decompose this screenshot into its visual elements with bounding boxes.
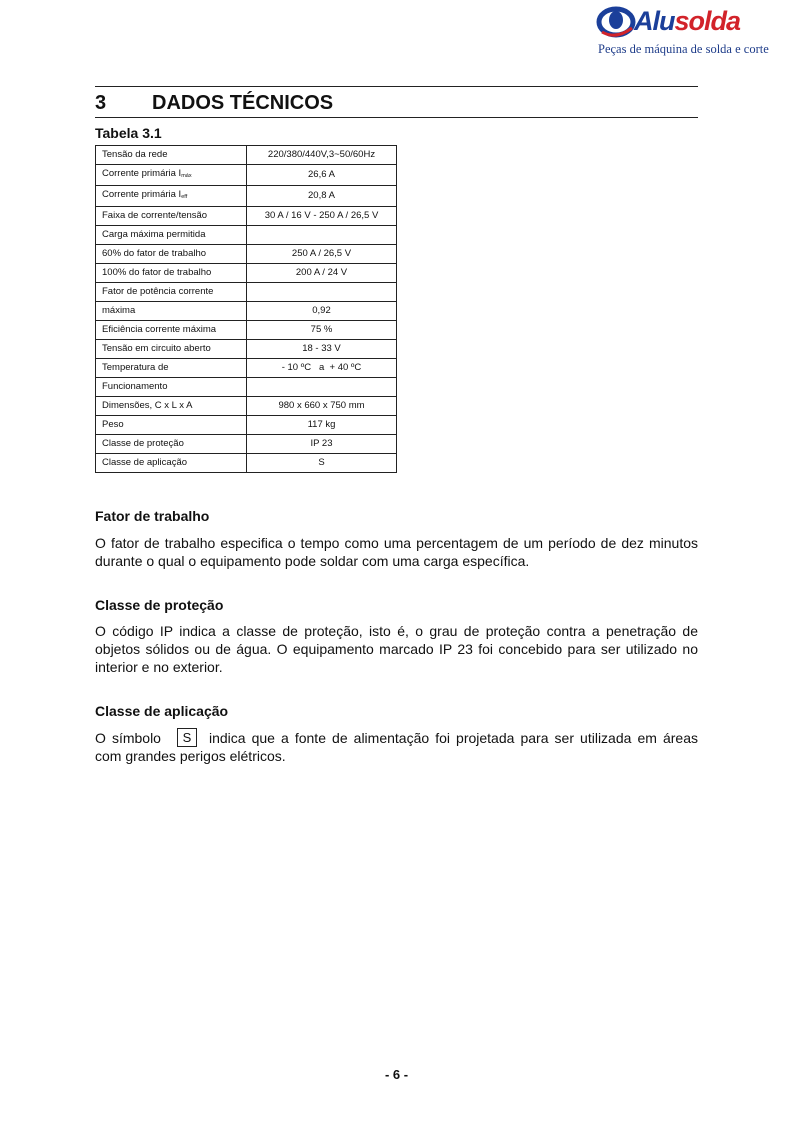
spec-value: 200 A / 24 V (247, 264, 397, 283)
spec-label (96, 321, 247, 340)
protecao-heading: Classe de proteção (95, 597, 224, 613)
aplicacao-heading: Classe de aplicação (95, 703, 229, 719)
spec-label (96, 226, 247, 245)
spec-label-text: máxima (102, 305, 136, 316)
spec-label-text: Peso (102, 419, 124, 430)
spec-label (96, 207, 247, 226)
aplicacao-paragraph (95, 728, 698, 765)
table-row (96, 245, 397, 264)
spec-value: IP 23 (247, 435, 397, 454)
table-row (96, 226, 397, 245)
table-row (96, 416, 397, 435)
brand-name-part1: Alu (634, 6, 675, 36)
spec-label-text: Classe de aplicação (102, 457, 188, 468)
spec-label-text: Funcionamento (102, 381, 168, 392)
spec-label (96, 416, 247, 435)
spec-value: 0,92 (247, 302, 397, 321)
spec-label (96, 283, 247, 302)
section-title: DADOS TÉCNICOS (152, 92, 334, 114)
brand-swoosh-icon (596, 4, 636, 38)
spec-label-text: Eficiência corrente máxima (102, 324, 217, 335)
spec-value: 980 x 660 x 750 mm (247, 397, 397, 416)
section-heading (95, 86, 698, 118)
spec-label-text: Temperatura de (102, 362, 169, 373)
spec-label-text: 100% do fator de trabalho (102, 267, 212, 278)
spec-label (96, 302, 247, 321)
table-row (96, 340, 397, 359)
brand-tagline: Peças de máquina de solda e corte (598, 42, 769, 56)
brand-name (634, 6, 740, 37)
spec-value: 18 - 33 V (247, 340, 397, 359)
spec-label (96, 264, 247, 283)
spec-value (247, 226, 397, 245)
table-row (96, 302, 397, 321)
spec-label-text: Corrente primária I (102, 189, 182, 200)
specs-table (95, 145, 397, 473)
application-class-symbol: S (177, 728, 197, 747)
table-row (96, 207, 397, 226)
spec-label (96, 165, 247, 186)
fator-paragraph: O fator de trabalho especifica o tempo como uma percentagem de um período de dez minutos durante o qual o equipamento pode soldar com uma carga específica. (95, 535, 698, 569)
spec-value (247, 283, 397, 302)
spec-label-text: Dimensões, C x L x A (102, 400, 193, 411)
aplicacao-text-after: indica que a fonte de alimentação foi projetada para ser utilizada em áreas com grandes perigos elétricos. (95, 730, 698, 764)
spec-label-text: Tensão da rede (102, 149, 168, 160)
spec-value: - 10 ºC a + 40 ºC (247, 359, 397, 378)
brand-logo (590, 2, 769, 62)
spec-label (96, 359, 247, 378)
table-row (96, 359, 397, 378)
spec-label-text: Faixa de corrente/tensão (102, 210, 208, 221)
spec-label (96, 435, 247, 454)
fator-heading: Fator de trabalho (95, 508, 210, 524)
table-row (96, 435, 397, 454)
spec-value: 220/380/440V,3~50/60Hz (247, 146, 397, 165)
spec-value: 250 A / 26,5 V (247, 245, 397, 264)
spec-label-text: Tensão em circuito aberto (102, 343, 211, 354)
spec-label (96, 245, 247, 264)
spec-label (96, 397, 247, 416)
table-row (96, 186, 397, 207)
table-row (96, 264, 397, 283)
spec-label (96, 186, 247, 207)
spec-label (96, 378, 247, 397)
spec-label-text: Classe de proteção (102, 438, 184, 449)
spec-label (96, 340, 247, 359)
spec-value (247, 378, 397, 397)
table-row (96, 397, 397, 416)
table-row (96, 321, 397, 340)
spec-label-text: Corrente primária I (102, 168, 182, 179)
table-row (96, 165, 397, 186)
table-row (96, 146, 397, 165)
spec-value: 117 kg (247, 416, 397, 435)
table-caption: Tabela 3.1 (95, 125, 162, 141)
spec-label-subscript: eff (181, 194, 188, 200)
spec-value: 30 A / 16 V - 250 A / 26,5 V (247, 207, 397, 226)
spec-label (96, 146, 247, 165)
spec-label-text: Carga máxima permitida (102, 229, 206, 240)
spec-value: S (247, 454, 397, 473)
section-number: 3 (95, 92, 107, 114)
spec-value: 26,6 A (247, 165, 397, 186)
spec-label-text: Fator de potência corrente (102, 286, 214, 297)
spec-value: 75 % (247, 321, 397, 340)
brand-name-part2: solda (674, 6, 741, 36)
spec-value: 20,8 A (247, 186, 397, 207)
page-number: - 6 - (384, 1067, 409, 1082)
table-row (96, 378, 397, 397)
protecao-paragraph: O código IP indica a classe de proteção, isto é, o grau de proteção contra a penetração de objetos sólidos ou de água. O equipamento marcado IP 23 foi concebido para ser utilizado no interior e no exterior. (95, 623, 698, 675)
spec-label-subscript: máx (181, 173, 192, 179)
spec-label-text: 60% do fator de trabalho (102, 248, 207, 259)
table-row (96, 283, 397, 302)
table-row (96, 454, 397, 473)
spec-label (96, 454, 247, 473)
aplicacao-text-before: O símbolo (95, 730, 161, 746)
